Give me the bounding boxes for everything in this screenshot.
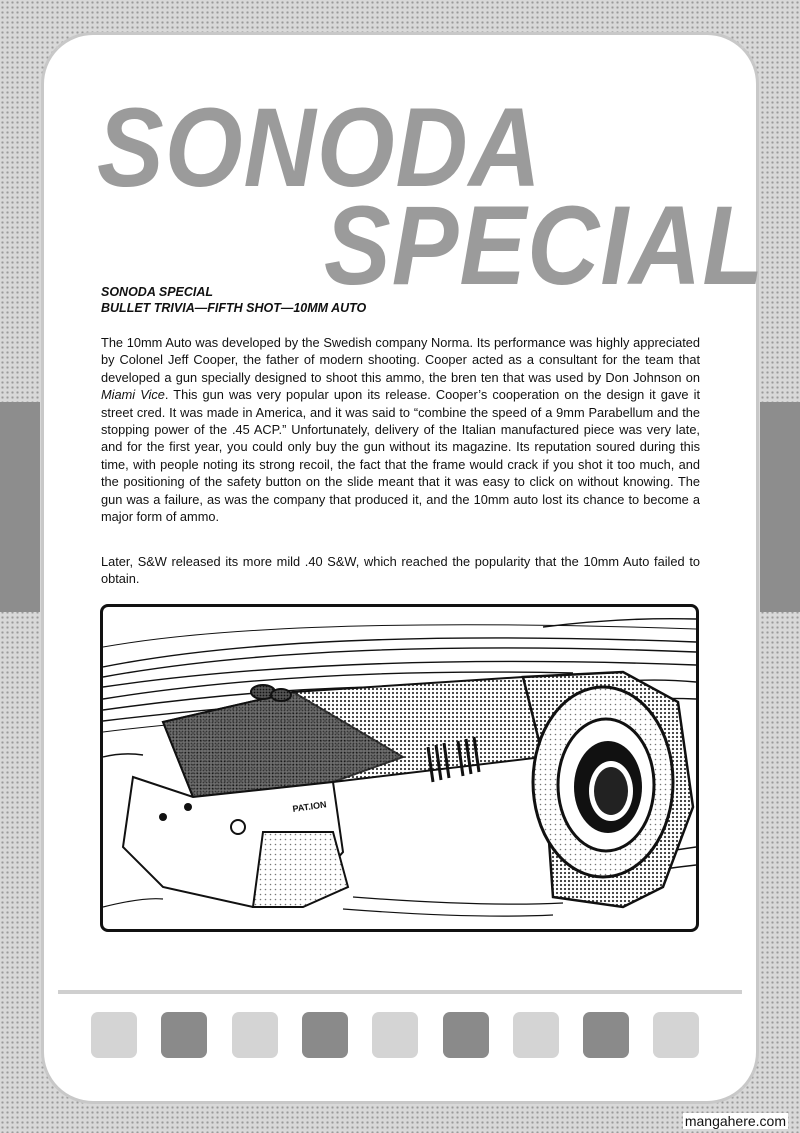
decorative-square <box>583 1012 629 1058</box>
right-side-tab <box>760 402 800 612</box>
paragraph-1-italic: Miami Vice <box>101 387 165 403</box>
paragraph-2: Later, S&W released its more mild .40 S&W, which reached the popularity that the 10mm Auto failed to obtain. <box>101 554 700 587</box>
decorative-square <box>513 1012 559 1058</box>
decorative-square <box>372 1012 418 1058</box>
decorative-square <box>91 1012 137 1058</box>
headline-line2: SPECIAL <box>324 183 765 309</box>
paragraph-1-text-b: . This gun was very popular upon its release. Cooper’s cooperation on the design it gave it street cred. It was made in America, and it was said to “combine the speed of a 9mm Parabellum and the stopping power of the .45 ACP.” Unfortunately, delivery of the Italian manufactured piece was very late, and for the first year, you could only buy the gun without its magazine. Its reputation soured during this time, with people noting its strong recoil, the fact that the frame would crack if you shot it too much, and the positioning of the safety button on the slide meant that it was easy to click on without knowing. The gun was a failure, as was the company that produced it, and the 10mm auto lost its chance to become a major form of ammo. <box>101 387 701 525</box>
paragraph-1-text-a: The 10mm Auto was developed by the Swedish company Norma. Its performance was highly appreciated by Colonel Jeff Cooper, the father of modern shooting. Cooper acted as a consultant for the team that developed a gun specially designed to shoot this ammo, the bren ten that was used by Don Johnson on <box>101 335 700 385</box>
decorative-square <box>653 1012 699 1058</box>
subheading-trivia: BULLET TRIVIA—FIFTH SHOT—10MM AUTO <box>101 301 367 315</box>
headline-line1: SONODA <box>97 85 542 211</box>
decorative-square <box>302 1012 348 1058</box>
frame-engraving: PAT.ION <box>291 799 328 814</box>
subheading-title: SONODA SPECIAL <box>101 285 214 299</box>
watermark: mangahere.com <box>684 1113 786 1129</box>
gun-illustration-panel <box>100 604 699 932</box>
paragraph-1 <box>101 334 700 525</box>
left-side-tab <box>0 402 40 612</box>
gun-illustration <box>103 607 696 929</box>
decorative-square <box>443 1012 489 1058</box>
decorative-square <box>161 1012 207 1058</box>
decorative-square <box>232 1012 278 1058</box>
footer-divider <box>58 990 742 994</box>
